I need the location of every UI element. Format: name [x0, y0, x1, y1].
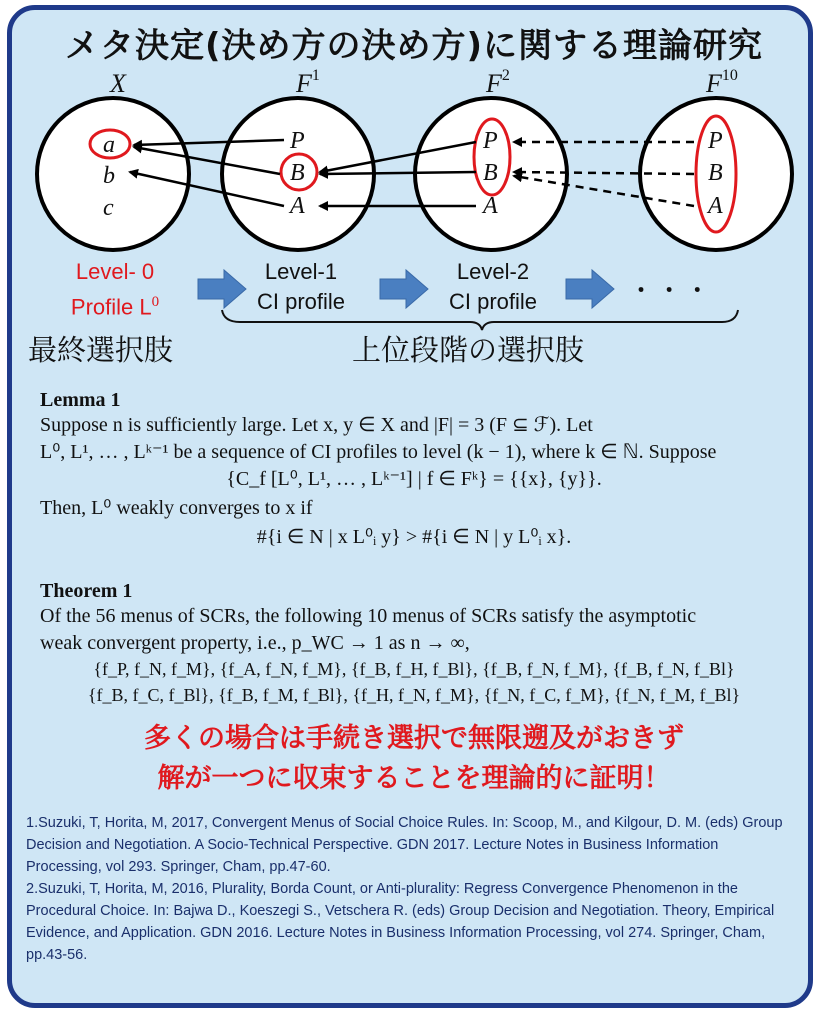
- upper-choice-label: 上位段階の選択肢: [352, 333, 585, 367]
- level1-label: [226, 257, 376, 317]
- item-b-f2: B: [483, 160, 498, 186]
- item-p-f2: P: [483, 128, 498, 154]
- final-choice-label: 最終選択肢: [28, 333, 174, 367]
- theorem-line1: Of the 56 menus of SCRs, the following 10 menus of SCRs satisfy the asymptotic: [40, 605, 697, 627]
- lemma-heading: Lemma 1: [40, 389, 121, 411]
- lemma-line5: #{i ∈ N | x L⁰ᵢ y} > #{i ∈ N | y L⁰ᵢ x}.: [256, 526, 572, 548]
- level0-profile-text: Profile L: [70, 294, 152, 320]
- theorem-line3: {f_P, f_N, f_M}, {f_A, f_N, f_M}, {f_B, f_H, f_Bl}, {f_B, f_N, f_M}, {f_B, f_N, f_Bl}: [93, 659, 735, 679]
- level2-line2: CI profile: [448, 289, 538, 314]
- level2-line1: Level-2: [456, 259, 530, 284]
- reference-2: 2.Suzuki, T, Horita, M, 2016, Plurality, Borda Count, or Anti-plurality: Regress Convergence Phenomenon in the Procedural Choice. In: Bajwa D., Koeszegi S., Vetschera R. (eds) Group Decision and Negotiation. Theory, Empirical Evidence, and Application. GDN 2016. Lecture Notes in Business Information Processing, vol 274. Springer, Cham, pp.43-56.: [26, 881, 775, 963]
- item-p-f10: P: [708, 128, 723, 154]
- level0-line1: Level- 0: [75, 259, 155, 284]
- circle-label-x: X: [110, 69, 126, 98]
- item-b-f1: B: [290, 160, 305, 186]
- theorem-heading: Theorem 1: [40, 580, 133, 602]
- ellipsis: ・ ・ ・: [630, 278, 709, 303]
- item-a: a: [103, 132, 115, 158]
- circle-label-f1: $F^1$: [296, 67, 320, 98]
- item-a-f2: A: [483, 193, 498, 219]
- block-arrow-3: [566, 270, 614, 308]
- level2-label: [418, 257, 568, 317]
- lemma-line2: L⁰, L¹, … , Lᵏ⁻¹ be a sequence of CI profiles to level (k − 1), where k ∈ ℕ. Suppose: [40, 441, 717, 463]
- lemma-line3: {C_f [L⁰, L¹, … , Lᵏ⁻¹] | f ∈ Fᵏ} = {{x}, {y}}.: [226, 468, 602, 490]
- meta-decision-diagram: [0, 0, 828, 380]
- theorem-line2: weak convergent property, i.e., p_WC → 1 as n → ∞,: [40, 632, 470, 654]
- level1-line1: Level-1: [264, 259, 338, 284]
- level0-line2: [40, 287, 190, 322]
- circle-label-f2: $F^2$: [486, 67, 510, 98]
- item-p-f1: P: [290, 128, 305, 154]
- conclusion-line2: 解が一つに収束することを理論的に証明！: [157, 763, 671, 794]
- page-title: メタ決定(決め方の決め方)に関する理論研究: [64, 26, 764, 66]
- theorem-line4: {f_B, f_C, f_Bl}, {f_B, f_M, f_Bl}, {f_H, f_N, f_M}, {f_N, f_C, f_M}, {f_N, f_M, f_Bl}: [87, 685, 741, 705]
- item-b-f10: B: [708, 160, 723, 186]
- level0-label: [40, 257, 190, 322]
- item-a-f10: A: [708, 193, 723, 219]
- reference-1: 1.Suzuki, T, Horita, M, 2017, Convergent Menus of Social Choice Rules. In: Scoop, M., and Kilgour, D. M. (eds) Group Decision and Negotiation. A Socio-Technical Perspective. GDN 2017. Lecture Notes in Business Information Processing, vol 293. Springer, Cham, pp.47-60.: [26, 815, 783, 875]
- lemma-line4: Then, L⁰ weakly converges to x if: [40, 497, 313, 519]
- item-b: b: [103, 163, 115, 189]
- conclusion-line1: 多くの場合は手続き選択で無限遡及がおきず: [144, 723, 684, 754]
- item-a-f1: A: [290, 193, 305, 219]
- level1-line2: CI profile: [256, 289, 346, 314]
- lemma-line1: Suppose n is sufficiently large. Let x, y ∈ X and |F| = 3 (F ⊆ ℱ). Let: [40, 414, 593, 436]
- level0-sup: 0: [151, 294, 160, 310]
- item-c: c: [103, 195, 114, 221]
- circle-label-f10: $F^{10}$: [706, 67, 738, 98]
